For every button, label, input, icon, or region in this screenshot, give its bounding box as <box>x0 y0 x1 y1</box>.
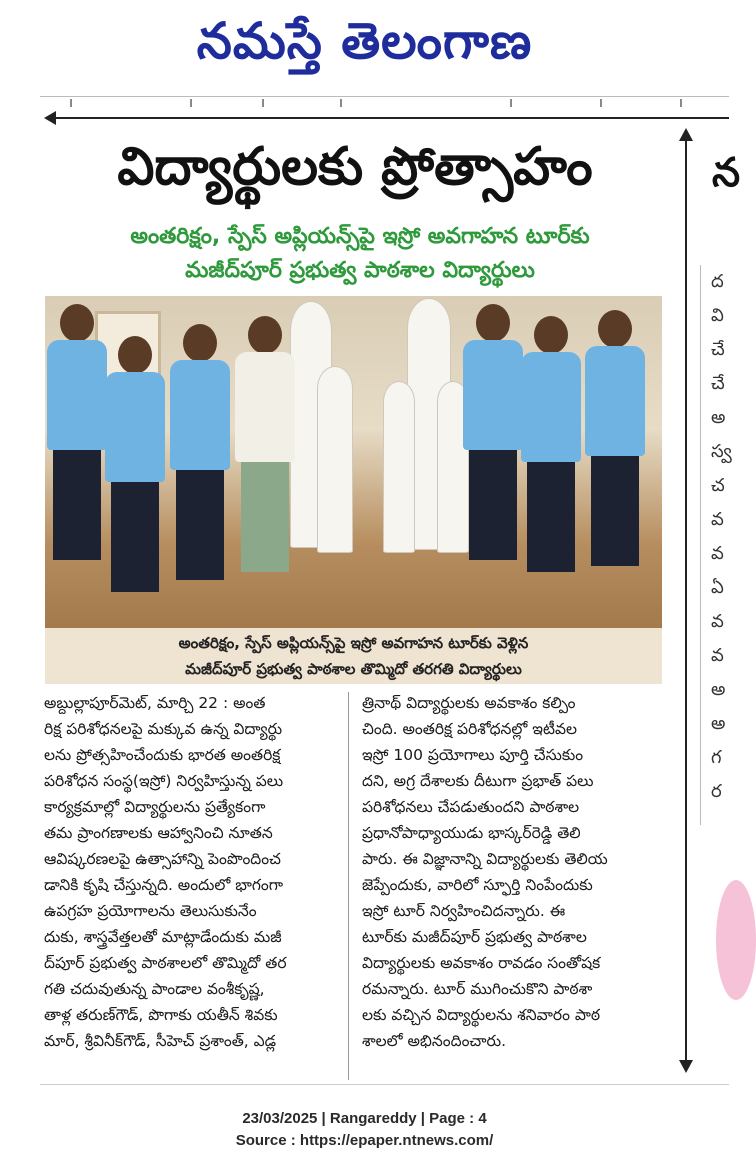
adjacent-ad-fragment <box>716 880 756 1000</box>
subhead-line-2: మజీద్‌పూర్ ప్రభుత్వ పాఠశాల విద్యార్థులు <box>185 258 535 283</box>
adjacent-article-column: ద వి చే చే అ స్వ చ వ వ ఏ వ వ అ అ గ ర <box>700 265 730 825</box>
article-photo <box>45 296 662 628</box>
masthead-title: నమస్తే తెలంగాణ <box>196 12 533 70</box>
column-divider <box>348 692 349 1080</box>
student-figure <box>170 324 230 580</box>
article-subheadline <box>60 220 660 288</box>
rocket-model <box>383 381 415 553</box>
student-figure <box>585 310 645 566</box>
footer-source: Source : https://epaper.ntnews.com/ <box>235 1132 494 1149</box>
article-body-column-1: అబ్దుల్లాపూర్‌మెట్, మార్చి 22 : అంత రిక్ష పరిశోధనలపై మక్కువ ఉన్న విద్యార్థు లను ప్రోత్సహించేందుకు భారత అంతరిక్ష పరిశోధన సంస్థ(ఇస్రో) నిర్వహిస్తున్న పలు కార్యక్రమాల్లో విద్యార్థులను ప్రత్యేకంగా తమ ప్రాంగణాలకు ఆహ్వానించి నూతన ఆవిష్కరణలపై ఉత్సాహాన్ని పెంపొందించ డానికి కృషి చేస్తున్నది. అందులో భాగంగా ఉపగ్రహ ప్రయోగాలను తెలుసుకునేం దుకు, శాస్త్రవేత్తలతో మాట్లాడేందుకు మజీ ద్‌పూర్ ప్రభుత్వ పాఠశాలలో తొమ్మిదో తర గతి చదువుతున్న పాండాల వంశీకృష్ణ, తాళ్ల తరుణ్‌గౌడ్, పొగాకు యతీన్ శివకు మార్, శ్రీవినీక్‌గౌడ్, సీహెచ్ ప్రశాంత్, ఎడ్ల <box>44 694 287 1050</box>
article-headline: విద్యార్థులకు ప్రోత్సాహం <box>117 137 593 197</box>
footer-rule <box>40 1084 729 1085</box>
horizontal-rule <box>52 117 729 119</box>
article-body-column-2: త్రినాథ్ విద్యార్థులకు అవకాశం కల్పిం చింది. అంతరిక్ష పరిశోధనల్లో ఇటీవల ఇస్రో 100 ప్రయోగాలు పూర్తి చేసుకుం దని, అగ్ర దేశాలకు దీటుగా ప్రభాత్ పలు పరిశోధనలు చేపడుతుందని పాఠశాల ప్రధానోపాధ్యాయుడు భాస్కర్‌రెడ్డి తెలి పారు. ఈ విజ్ఞానాన్ని విద్యార్థులకు తెలియ జెప్పేందుకు, వారిలో స్ఫూర్తి నింపేందుకు ఇస్రో టూర్ నిర్వహించిదన్నారు. ఈ టూర్‌కు మజీద్‌పూర్ ప్రభుత్వ పాఠశాల విద్యార్థులకు అవకాశం రావడం సంతోషక రమన్నారు. టూర్ ముగించుకొని పాఠశా లకు వచ్చిన విద్యార్థులను శనివారం పాఠ శాలలో అభినందించారు. <box>362 694 608 1050</box>
adjacent-article-fragment: న <box>712 150 741 196</box>
rocket-model <box>317 366 353 553</box>
student-figure <box>47 304 107 560</box>
previous-article-strip <box>40 96 729 111</box>
page-footer <box>0 1108 729 1152</box>
subhead-line-1: అంతరిక్షం, స్పేస్ అప్లియన్స్‌పై ఇస్రో అవగాహన టూర్‌కు <box>130 224 590 249</box>
student-figure <box>521 316 581 572</box>
student-figure <box>463 304 523 560</box>
caption-line-2: మజీద్‌పూర్ ప్రభుత్వ పాఠశాల తొమ్మిదో తరగతి విద్యార్థులు <box>185 660 522 678</box>
student-figure <box>105 336 165 592</box>
vertical-rule <box>685 140 687 1065</box>
newspaper-masthead <box>0 0 729 95</box>
photo-caption <box>45 628 662 684</box>
caption-line-1: అంతరిక్షం, స్పేస్ అప్లియన్స్‌పై ఇస్రో అవగాహన టూర్‌కు వెళ్లిన <box>178 634 529 652</box>
footer-date-edition: 23/03/2025 | Rangareddy | Page : 4 <box>242 1110 487 1127</box>
arrow-down-icon <box>679 1060 693 1073</box>
teacher-figure <box>235 316 295 572</box>
